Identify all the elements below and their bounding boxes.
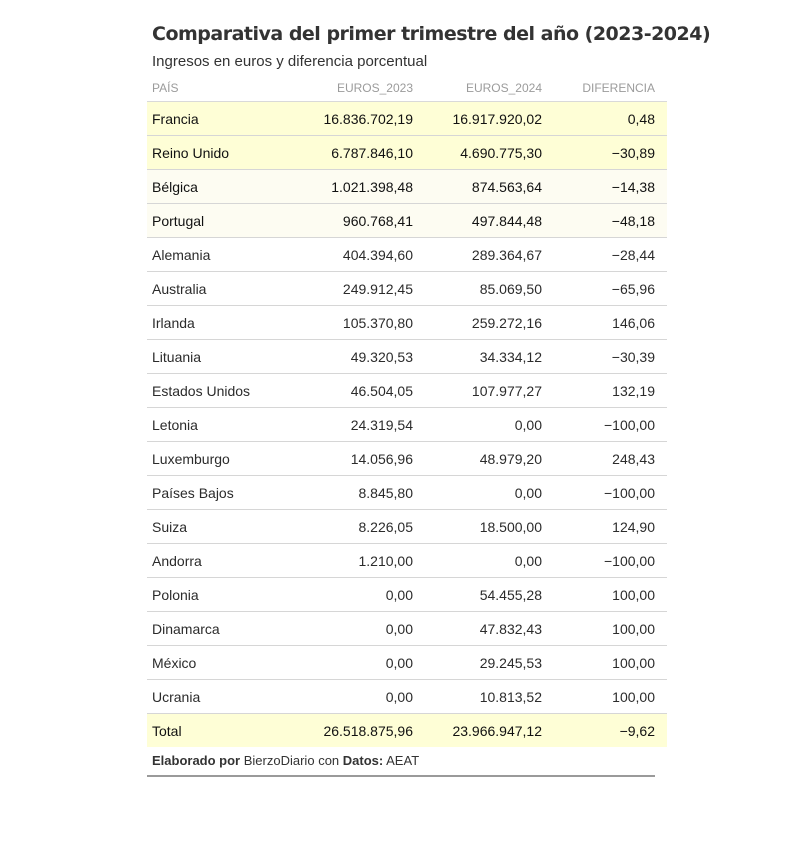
cell-euros-2024: 16.917.920,02 <box>425 102 554 136</box>
cell-euros-2023: 8.226,05 <box>297 510 425 544</box>
cell-euros-2024: 0,00 <box>425 544 554 578</box>
source-footer <box>147 747 655 777</box>
cell-euros-2024: 0,00 <box>425 476 554 510</box>
table-row <box>147 408 667 442</box>
cell-pais: Andorra <box>147 544 297 578</box>
table-body <box>147 102 667 714</box>
table-row <box>147 204 667 238</box>
cell-euros-2023: 16.836.702,19 <box>297 102 425 136</box>
cell-euros-2023: 1.021.398,48 <box>297 170 425 204</box>
data-table <box>147 74 667 747</box>
cell-diferencia: −100,00 <box>554 476 667 510</box>
cell-pais: Francia <box>147 102 297 136</box>
data-source-value: AEAT <box>386 753 420 768</box>
cell-euros-2023: 24.319,54 <box>297 408 425 442</box>
cell-diferencia: −100,00 <box>554 408 667 442</box>
cell-euros-2024: 48.979,20 <box>425 442 554 476</box>
cell-euros-2023: 0,00 <box>297 646 425 680</box>
cell-diferencia: 132,19 <box>554 374 667 408</box>
table-row <box>147 544 667 578</box>
total-euros-2024: 23.966.947,12 <box>425 714 554 748</box>
cell-diferencia: −30,39 <box>554 340 667 374</box>
cell-pais: Reino Unido <box>147 136 297 170</box>
cell-diferencia: 100,00 <box>554 646 667 680</box>
cell-diferencia: −28,44 <box>554 238 667 272</box>
table-row <box>147 374 667 408</box>
cell-euros-2024: 0,00 <box>425 408 554 442</box>
table-header-row <box>147 74 667 102</box>
column-header-pais: PAÍS <box>147 74 297 102</box>
cell-euros-2024: 34.334,12 <box>425 340 554 374</box>
cell-diferencia: −14,38 <box>554 170 667 204</box>
cell-pais: Australia <box>147 272 297 306</box>
cell-pais: Alemania <box>147 238 297 272</box>
cell-pais: Estados Unidos <box>147 374 297 408</box>
table-row <box>147 272 667 306</box>
total-euros-2023: 26.518.875,96 <box>297 714 425 748</box>
cell-euros-2024: 47.832,43 <box>425 612 554 646</box>
data-source-label: Datos: <box>342 753 384 768</box>
cell-euros-2024: 4.690.775,30 <box>425 136 554 170</box>
cell-pais: Bélgica <box>147 170 297 204</box>
cell-euros-2023: 105.370,80 <box>297 306 425 340</box>
cell-diferencia: −48,18 <box>554 204 667 238</box>
column-header-euros-2024: EUROS_2024 <box>425 74 554 102</box>
cell-euros-2023: 0,00 <box>297 680 425 714</box>
table-row <box>147 340 667 374</box>
cell-euros-2024: 289.364,67 <box>425 238 554 272</box>
cell-pais: Luxemburgo <box>147 442 297 476</box>
table-row <box>147 136 667 170</box>
table-row <box>147 102 667 136</box>
cell-pais: Portugal <box>147 204 297 238</box>
table-row <box>147 442 667 476</box>
cell-pais: Ucrania <box>147 680 297 714</box>
cell-euros-2023: 1.210,00 <box>297 544 425 578</box>
cell-diferencia: 100,00 <box>554 578 667 612</box>
cell-euros-2024: 54.455,28 <box>425 578 554 612</box>
table-subtitle: Ingresos en euros y diferencia porcentual <box>152 53 428 70</box>
cell-diferencia: 100,00 <box>554 680 667 714</box>
cell-euros-2024: 29.245,53 <box>425 646 554 680</box>
cell-pais: Irlanda <box>147 306 297 340</box>
column-header-diferencia: DIFERENCIA <box>554 74 667 102</box>
cell-diferencia: 146,06 <box>554 306 667 340</box>
table-row <box>147 170 667 204</box>
cell-diferencia: 248,43 <box>554 442 667 476</box>
cell-euros-2024: 18.500,00 <box>425 510 554 544</box>
table-row <box>147 578 667 612</box>
cell-diferencia: −30,89 <box>554 136 667 170</box>
cell-euros-2024: 874.563,64 <box>425 170 554 204</box>
table-row <box>147 238 667 272</box>
table-row <box>147 510 667 544</box>
total-row <box>147 714 667 748</box>
cell-diferencia: −100,00 <box>554 544 667 578</box>
cell-euros-2024: 259.272,16 <box>425 306 554 340</box>
table-row <box>147 306 667 340</box>
cell-pais: Países Bajos <box>147 476 297 510</box>
cell-euros-2023: 0,00 <box>297 578 425 612</box>
total-diferencia: −9,62 <box>554 714 667 748</box>
cell-euros-2023: 249.912,45 <box>297 272 425 306</box>
cell-euros-2023: 8.845,80 <box>297 476 425 510</box>
footer-connector: con <box>318 753 340 768</box>
cell-euros-2024: 107.977,27 <box>425 374 554 408</box>
table-row <box>147 476 667 510</box>
cell-euros-2023: 14.056,96 <box>297 442 425 476</box>
total-label: Total <box>147 714 297 748</box>
table-row <box>147 646 667 680</box>
cell-diferencia: 100,00 <box>554 612 667 646</box>
table-row <box>147 680 667 714</box>
data-table-widget <box>147 18 711 777</box>
table-title: Comparativa del primer trimestre del año (2023-2024) <box>152 23 711 45</box>
cell-euros-2024: 10.813,52 <box>425 680 554 714</box>
cell-euros-2023: 960.768,41 <box>297 204 425 238</box>
made-by-value: BierzoDiario <box>243 753 315 768</box>
cell-pais: Suiza <box>147 510 297 544</box>
cell-euros-2024: 497.844,48 <box>425 204 554 238</box>
cell-pais: Letonia <box>147 408 297 442</box>
cell-pais: Polonia <box>147 578 297 612</box>
cell-pais: Dinamarca <box>147 612 297 646</box>
made-by-label: Elaborado por <box>152 753 241 768</box>
cell-euros-2023: 6.787.846,10 <box>297 136 425 170</box>
cell-diferencia: −65,96 <box>554 272 667 306</box>
cell-euros-2023: 0,00 <box>297 612 425 646</box>
table-row <box>147 612 667 646</box>
cell-euros-2023: 46.504,05 <box>297 374 425 408</box>
cell-pais: México <box>147 646 297 680</box>
cell-euros-2023: 404.394,60 <box>297 238 425 272</box>
column-header-euros-2023: EUROS_2023 <box>297 74 425 102</box>
cell-euros-2023: 49.320,53 <box>297 340 425 374</box>
cell-diferencia: 124,90 <box>554 510 667 544</box>
cell-euros-2024: 85.069,50 <box>425 272 554 306</box>
cell-diferencia: 0,48 <box>554 102 667 136</box>
cell-pais: Lituania <box>147 340 297 374</box>
